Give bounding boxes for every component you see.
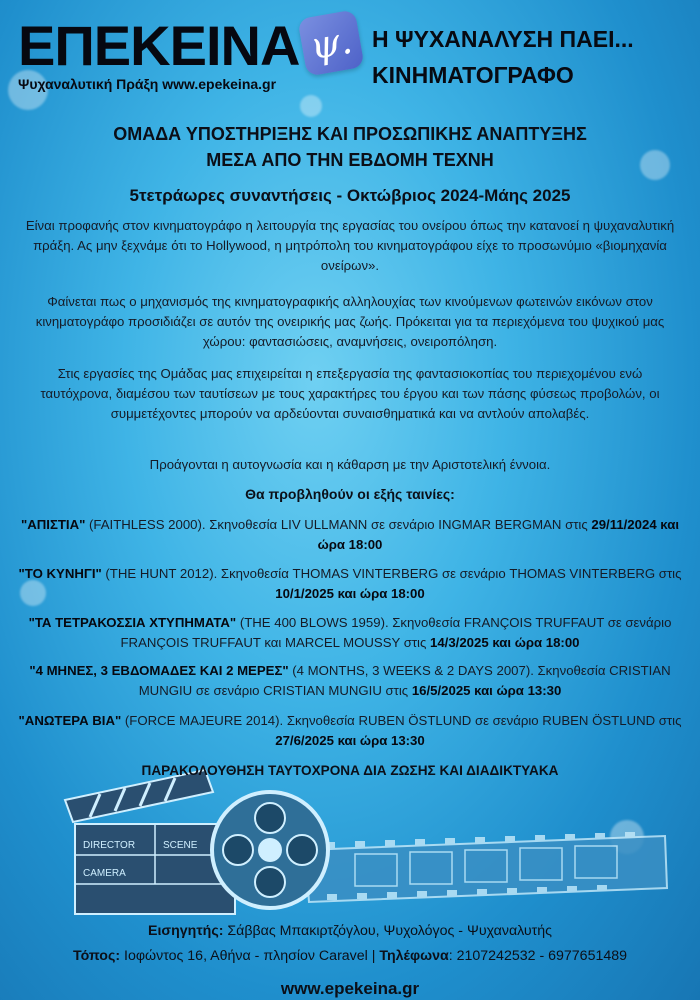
phone-label: Τηλέφωνα [379, 948, 449, 964]
speaker-line [0, 923, 700, 939]
clapper-scene-label: SCENE [163, 840, 198, 851]
logo [18, 14, 356, 92]
film-datetime: 29/11/2024 και ώρα 18:00 [317, 517, 679, 552]
film-datetime: 10/1/2025 και ώρα 18:00 [275, 585, 425, 601]
speaker-label: Εισηγητής: [148, 923, 224, 939]
intro-paragraph-4: Προάγονται η αυτογνωσία και η κάθαρση με την Αριστοτελική έννοια. [149, 457, 551, 472]
film-entry [16, 564, 684, 604]
film-entry [16, 661, 684, 701]
attendance-notice: ΠΑΡΑΚΟΛΟΥΘΗΣΗ ΤΑΥΤΟΧΡΟΝΑ ΔΙΑ ΖΩΣΗΣ ΚΑΙ ΔΙΑΔΙΚΤΥΑΚΑ [141, 763, 559, 778]
headline [372, 22, 634, 93]
film-reel-icon [212, 792, 328, 908]
film-title: "ΑΝΩΤΕΡΑ ΒΙΑ" [18, 713, 122, 728]
film-title: "ΤΟ ΚΥΝΗΓΙ" [18, 566, 102, 581]
film-title: "ΑΠΙΣΤΙΑ" [21, 517, 86, 532]
film-datetime: 27/6/2025 και ώρα 13:30 [275, 732, 425, 748]
film-strip-icon [305, 832, 667, 902]
location-value: Ιοφώντος 16, Αθήνα - πλησίον Caravel | [120, 948, 380, 964]
film-datetime: 16/5/2025 και ώρα 13:30 [411, 682, 562, 698]
film-details: (FORCE MAJEURE 2014). Σκηνοθεσία RUBEN ÖSTLUND σε σενάριο RUBEN ÖSTLUND στις [121, 713, 682, 728]
group-title-line-1: ΟΜΑΔΑ ΥΠΟΣΤΗΡΙΞΗΣ ΚΑΙ ΠΡΟΣΩΠΙΚΗΣ ΑΝΑΠΤΥΞΗΣ [113, 124, 587, 144]
film-entry [16, 711, 684, 751]
film-datetime: 14/3/2025 και ώρα 18:00 [430, 634, 580, 650]
film-details: (THE 400 BLOWS 1959). Σκηνοθεσία FRANÇOIS TRUFFAUT σε σενάριο FRANÇOIS TRUFFAUT και MARCEL MOUSSY στις [120, 615, 672, 650]
psi-logo-icon [297, 9, 364, 76]
film-title: "4 ΜΗΝΕΣ, 3 ΕΒΔΟΜΑΔΕΣ ΚΑΙ 2 ΜΕΡΕΣ" [29, 663, 289, 678]
group-title-line-2: ΜΕΣΑ ΑΠΟ ΤΗΝ ΕΒΔΟΜΗ ΤΕΧΝΗ [206, 150, 494, 171]
location-label: Τόπος: [72, 948, 121, 964]
intro-paragraph-3: Στις εργασίες της Ομάδας μας επιχειρείται η επεξεργασία της φαντασιοκοπίας του περιεχομένου ενώ ταυτόχρονα, διαμέσου των ταυτίσεων με τους χαρακτήρες του έργου και των πάσης φύσεως προβολών, οι συμμετέχοντες μπορούν να αρδεύονται συναισθηματικά και να αντλούν απολαβές. [40, 366, 660, 421]
films-heading: Θα προβληθούν οι εξής ταινίες: [245, 486, 455, 502]
intro-paragraph-2: Φαίνεται πως ο μηχανισμός της κινηματογραφικής αλληλουχίας των κινούμενων φωτεινών εικόνων στον κινηματογράφο προσιδιάζει σε αυτόν της ονειρικής μας ζωής. Πρόκειται για τα περιεχόμενα του ψυχικού μας χώρου: φαντασιώσεις, αναμνήσεις, ονειροπόληση. [35, 294, 665, 349]
group-title [0, 121, 700, 173]
schedule-subtitle: 5τετράωρες συναντήσεις - Οκτώβριος 2024-Μάης 2025 [129, 186, 571, 205]
intro-paragraph-1: Είναι προφανής στον κινηματογράφο η λειτουργία της εργασίας του ονείρου όπως την κατανοεί η ψυχαναλυτική πράξη. Ας μην ξεχνάμε ότι το Hollywood, η μητρόπολη του κινηματογράφου είχε το προσωνύμιο «βιομηχανία ονείρων». [25, 218, 675, 273]
logo-wordmark: ΕΠΕΚΕΙΝΑ [18, 14, 300, 77]
film-entry [16, 515, 684, 555]
headline-line-1: Η ΨΥΧΑΝΑΛΥΣΗ ΠΑΕΙ... [372, 26, 634, 52]
headline-line-2: ΚΙΝΗΜΑΤΟΓΡΑΦΟ [372, 61, 574, 88]
logo-subtitle: Ψυχαναλυτική Πράξη www.epekeina.gr [18, 76, 277, 92]
speaker-value: Σάββας Μπακιρτζόγλου, Ψυχολόγος - Ψυχαναλυτής [223, 923, 552, 939]
psi-logo-glyph: ψ. [306, 17, 356, 69]
bokeh-light [300, 95, 322, 117]
location-line [0, 948, 700, 964]
clapperboard-icon [65, 770, 235, 914]
film-details: (4 MONTHS, 3 WEEKS & 2 DAYS 2007). Σκηνοθεσία CRISTIAN MUNGIU σε σενάριο CRISTIAN MUNGIU στις [138, 663, 671, 698]
phone-value: : 2107242532 - 6977651489 [448, 948, 628, 964]
cinema-illustration [55, 760, 675, 920]
website-link[interactable]: www.epekeina.gr [280, 979, 420, 998]
film-details: (THE HUNT 2012). Σκηνοθεσία THOMAS VINTERBERG σε σενάριο THOMAS VINTERBERG στις [101, 566, 682, 581]
film-entry [16, 613, 684, 653]
film-title: "ΤΑ ΤΕΤΡΑΚΟΣΣΙΑ ΧΤΥΠΗΜΑΤΑ" [28, 615, 237, 630]
clapper-director-label: DIRECTOR [83, 840, 136, 851]
film-details: (FAITHLESS 2000). Σκηνοθεσία LIV ULLMANN σε σενάριο INGMAR BERGMAN στις [85, 517, 592, 532]
clapper-camera-label: CAMERA [83, 868, 126, 879]
